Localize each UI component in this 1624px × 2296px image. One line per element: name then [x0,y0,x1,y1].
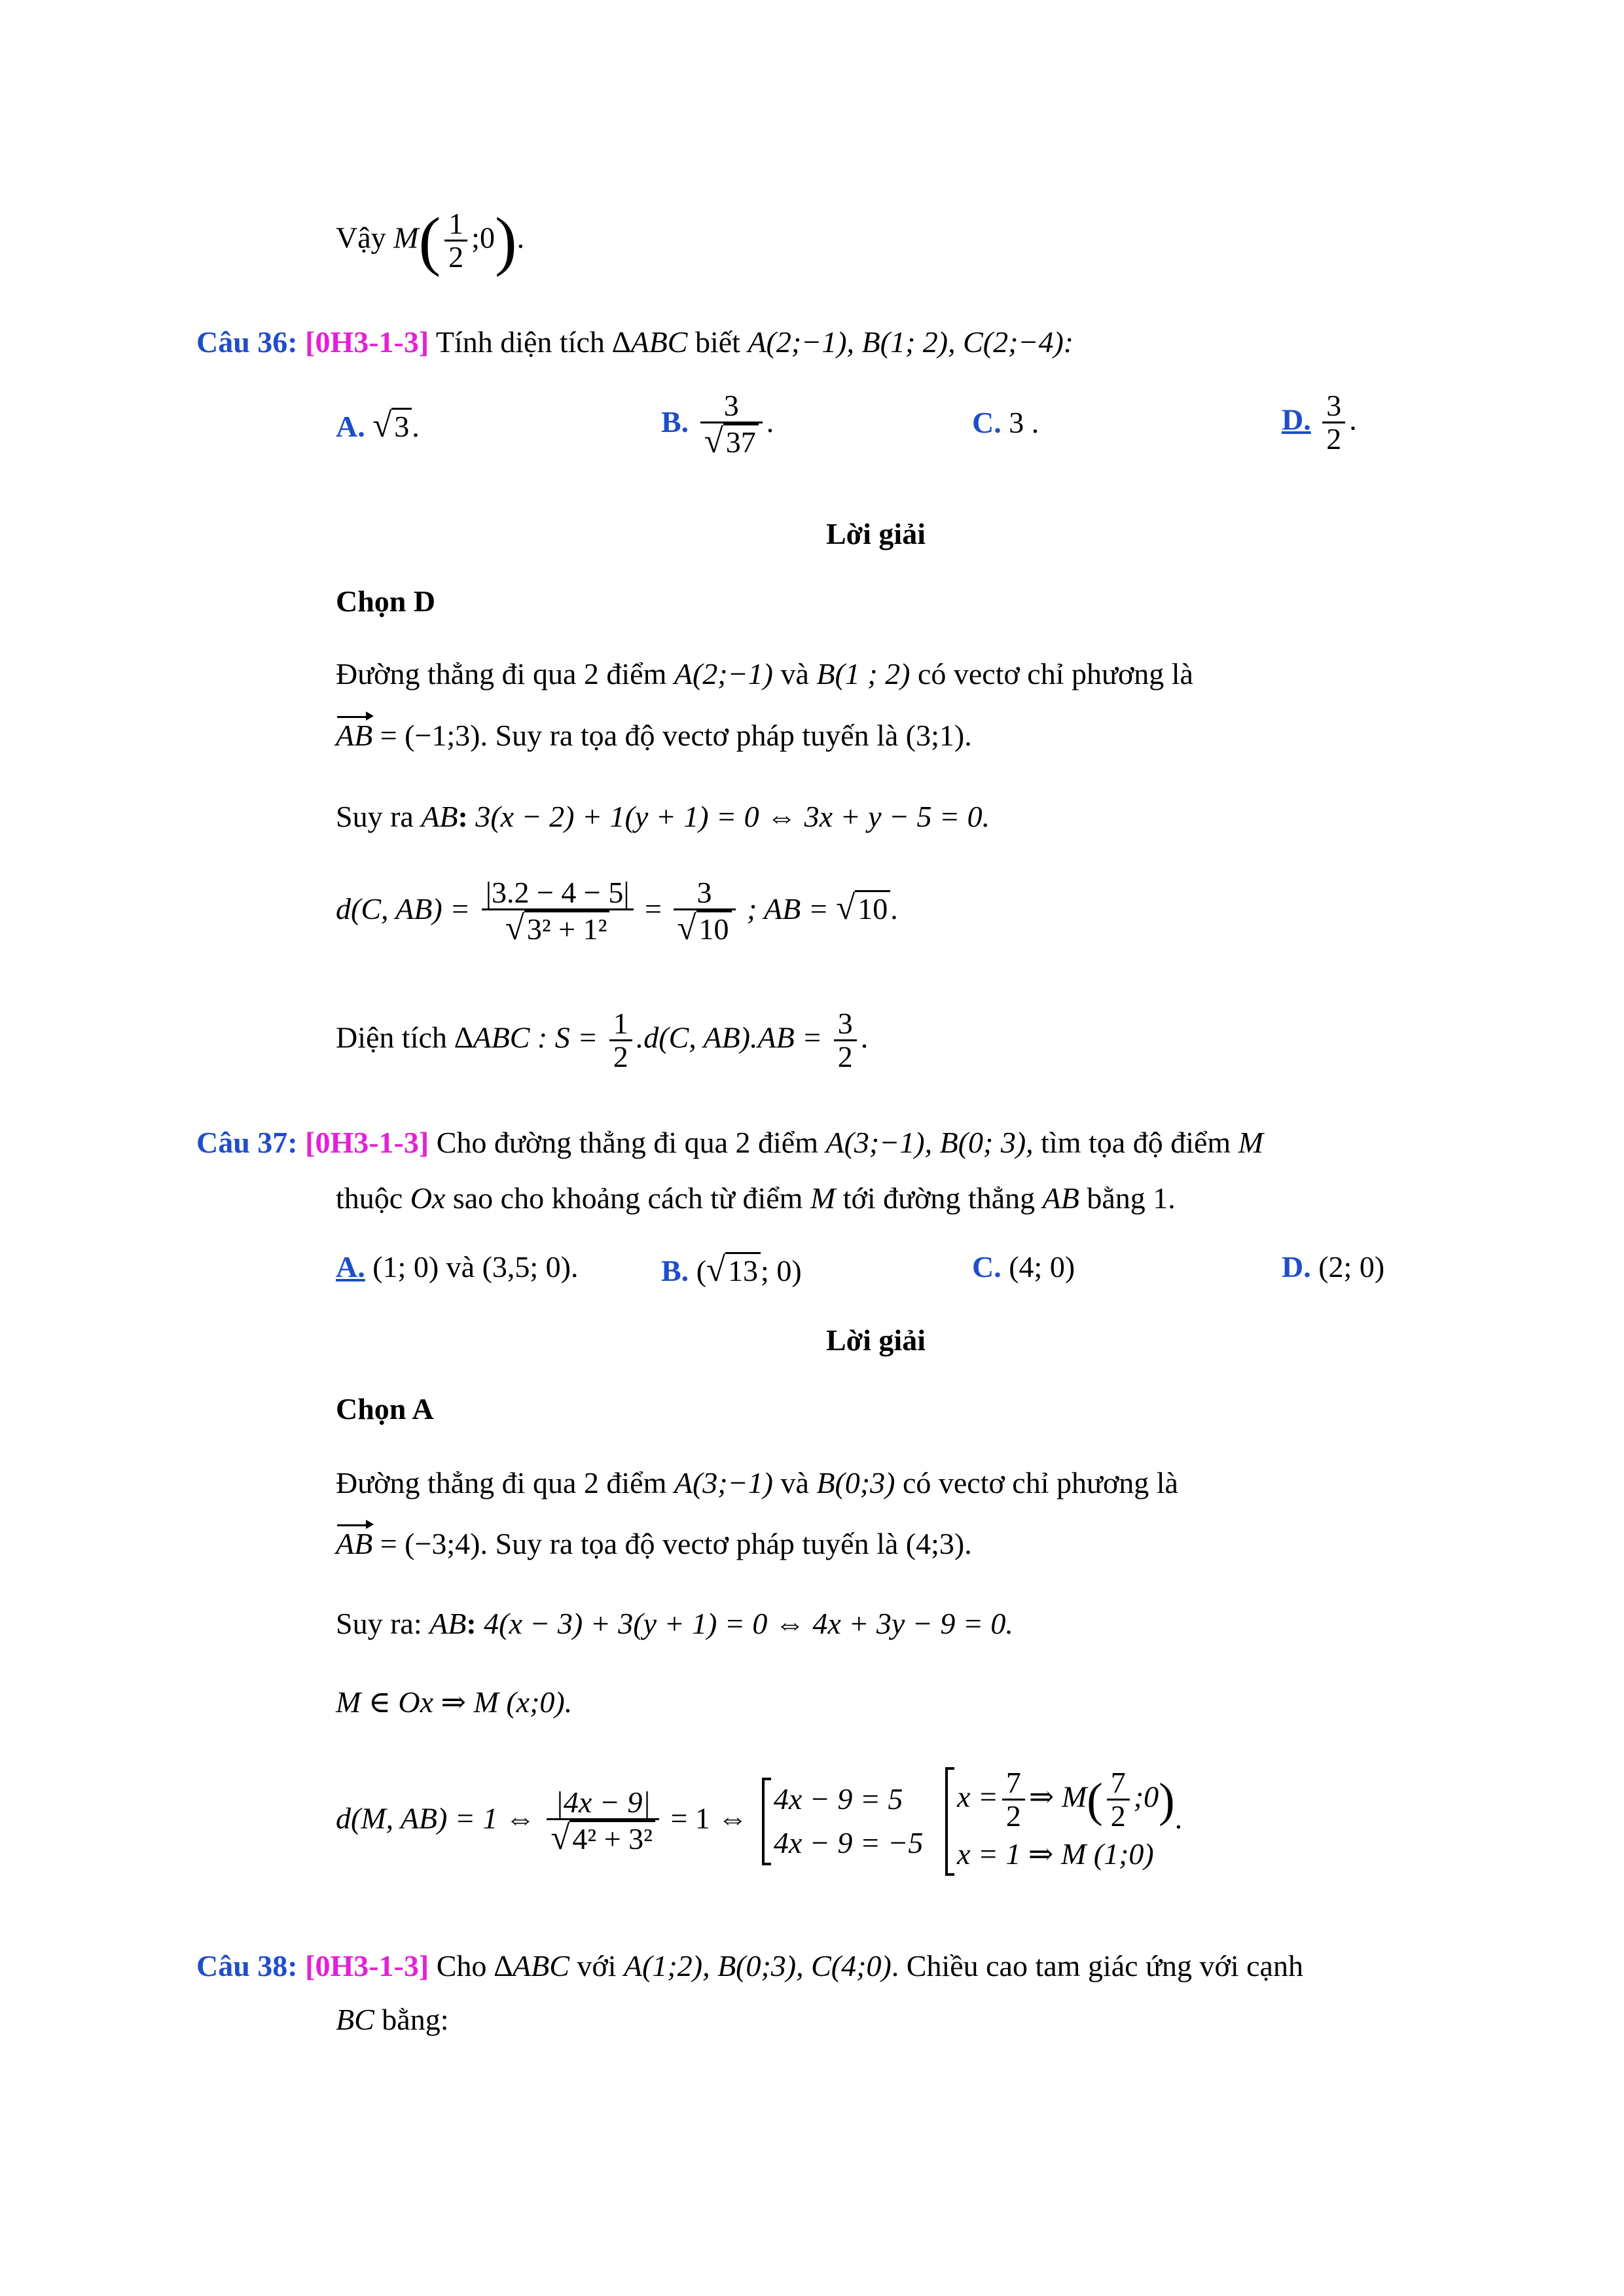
solution-line-3: Suy ra AB: 3(x − 2) + 1(y + 1) = 0 ⇔ 3x + y − 5 = 0. [336,800,990,833]
solution-line-4: M ∈ Ox ⇒ M (x;0). [336,1685,573,1719]
option-label: C. [972,406,1001,439]
option-label-correct: D. [1282,403,1311,437]
question-label: Câu 37: [196,1126,298,1159]
point-m: M [393,221,419,255]
solution-line-1: Đường thẳng đi qua 2 điểm A(3;−1) và B(0;3) có vectơ chỉ phương là [336,1466,1178,1499]
question-38: Câu 38: [0H3-1-3] Cho ∆ABC với A(1;2), B(0;3), C(4;0). Chiều cao tam giác ứng với cạnh [196,1949,1303,1982]
solution-line-3: Suy ra: AB: 4(x − 3) + 3(y + 1) = 0 ⇔ 4x + 3y − 9 = 0. [336,1607,1013,1640]
vector-ab: AB [336,719,373,752]
question-label: Câu 36: [196,325,298,359]
sqrt-expression: √3 [372,406,412,446]
solution-line-2: AB = (−3;4). Suy ra tọa độ vectơ pháp tuyến là (4;3). [336,1527,972,1560]
text-vay: Vậy [336,221,386,255]
question-36 [196,325,1074,360]
points-text: A(2;−1), B(1; 2), C(2;−4): [748,325,1074,359]
option-label: A. [336,410,365,443]
fraction: $\frac{3}{√37}$ [700,390,763,460]
text-biet: biết [695,325,740,359]
solution-line-4: d(C, AB) = $\frac{|3.2 - 4 - 5|}{\text{√3² + 1²}}$ = $\frac{3}{√10}$ ; AB = √10. [336,876,898,948]
option-d: D. (2; 0) [1282,1250,1385,1283]
fraction: $\frac{3}{√10}$ [674,877,736,947]
solution-line-1: Đường thẳng đi qua 2 điểm A(2;−1) và B(1 ; 2) có vectơ chỉ phương là [336,657,1193,691]
equation-system: 4x − 9 = 5 4x − 9 = −5 [762,1778,924,1865]
triangle-label: ∆ABC [612,325,688,359]
option-value: 3 . [1009,406,1039,439]
coord-rest: ;0 [471,221,495,255]
option-b: B. $\frac{3}{√37}$ . [661,389,774,461]
vector-ab: AB [336,1527,373,1560]
chosen-answer: Chọn D [336,584,436,618]
solution-line-2: AB = (−1;3). Suy ra tọa độ vectơ pháp tuyến là (3;1). [336,719,972,752]
option-label: B. [661,404,689,439]
option-c: C. (4; 0) [972,1250,1075,1283]
question-tag: [0H3-1-3] [305,1949,429,1982]
option-d: D. $\frac{3}{2}$ . [1282,389,1357,456]
fraction: $\frac{3}{2}$ [1322,390,1345,456]
solution-heading: Lời giải [826,1323,926,1357]
chosen-answer: Chọn A [336,1392,434,1426]
fraction: $\frac{3}{2}$ [834,1008,857,1073]
solution-line-5: d(M, AB) = 1 ⇔ $\frac{|4x - 9|}{\text{√4² + 3²}}$ = 1 ⇔ 4x − 9 = 5 4x − 9 = −5 x = $\frac{7}{2}$ ⇒ M( $\frac{7}{2}$ ;0) x = 1 ⇒ M (1;0) . [336,1767,1182,1876]
option-label: C. [972,1250,1001,1283]
option-c [972,406,1039,440]
question-tag: [0H3-1-3] [305,1126,429,1159]
option-a: A. (1; 0) và (3,5; 0). [336,1250,579,1283]
conclusion-line: Vậy M( $\frac{1}{2}$ ;0). [336,204,525,278]
question-37-cont: thuộc Ox sao cho khoảng cách từ điểm M tới đường thẳng AB bằng 1. [336,1181,1176,1215]
fraction: $\frac{1}{2}$ [609,1008,632,1073]
option-b: B. (√13; 0) [661,1251,802,1289]
solution-line-5: Diện tích ∆ABC : S = $\frac{1}{2}$ .d(C, AB).AB = $\frac{3}{2}$ . [336,1007,869,1074]
question-tag: [0H3-1-3] [305,325,429,359]
fraction-half: $\frac{1}{2}$ [444,208,467,274]
question-37: Câu 37: [0H3-1-3] Cho đường thẳng đi qua 2 điểm A(3;−1), B(0; 3), tìm tọa độ điểm M [196,1126,1263,1159]
option-a: A. √3. [336,406,420,444]
question-label: Câu 38: [196,1949,298,1982]
question-text: Tính diện tích [435,325,605,359]
solution-heading: Lời giải [826,517,926,550]
question-38-cont: BC bằng: [336,2003,449,2036]
fraction: $\frac{|3.2 - 4 - 5|}{\text{√3² + 1²}}$ [482,877,634,947]
fraction: $\frac{|4x - 9|}{\text{√4² + 3²}}$ [547,1787,659,1857]
option-label: B. [661,1254,689,1287]
option-label: D. [1282,1250,1311,1283]
option-label-correct: A. [336,1250,365,1283]
solution-system: x = $\frac{7}{2}$ ⇒ M( $\frac{7}{2}$ ;0) x = 1 ⇒ M (1;0) [945,1767,1175,1876]
